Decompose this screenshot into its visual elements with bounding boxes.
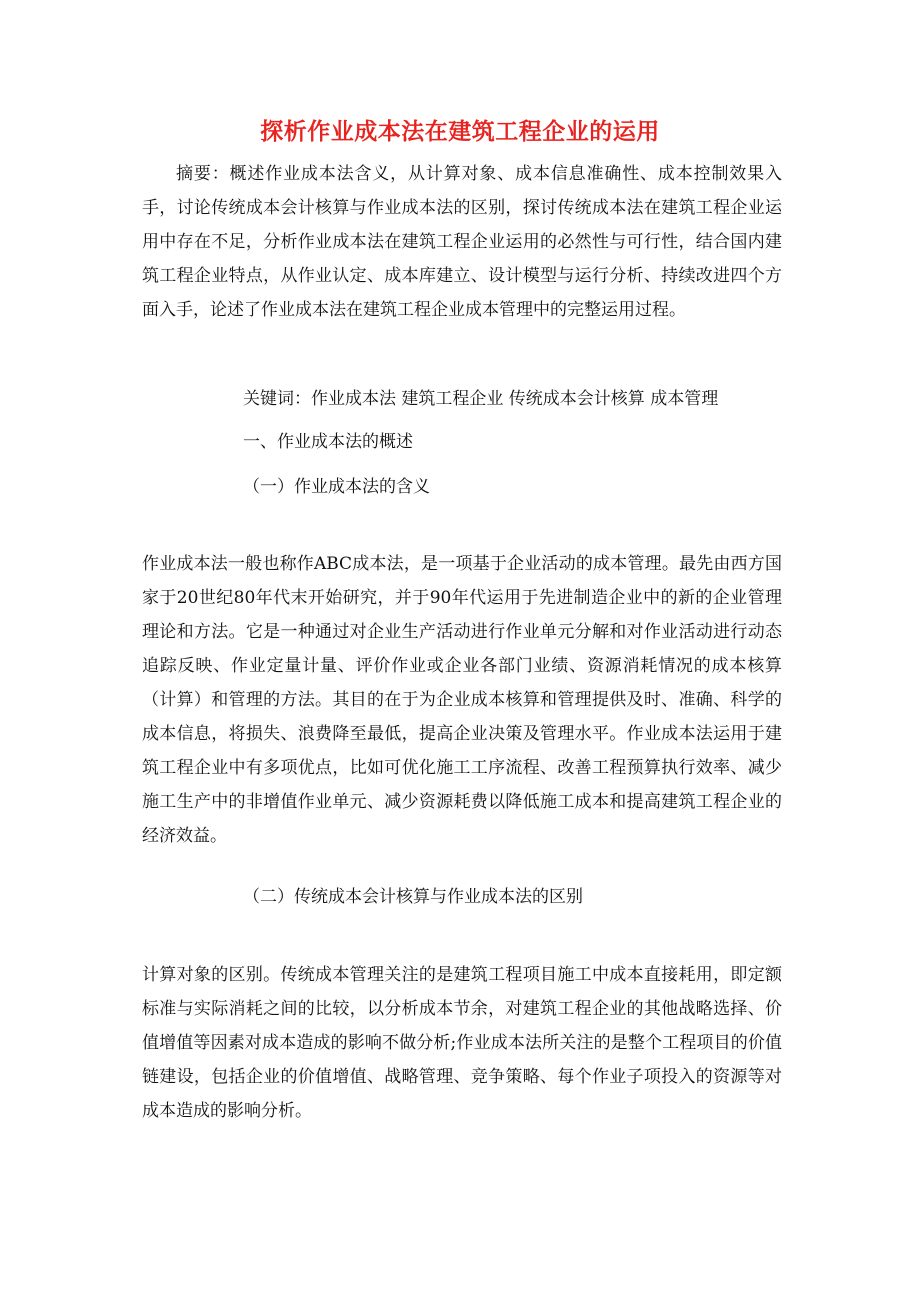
document-title: 探析作业成本法在建筑工程企业的运用	[260, 119, 660, 145]
subsection-heading-1: （一）作业成本法的含义	[243, 477, 430, 497]
abstract-paragraph: 摘要：概述作业成本法含义，从计算对象、成本信息准确性、成本控制效果入手，讨论传统成本会计核算与作业成本法的区别，探讨传统成本法在建筑工程企业运用中存在不足，分析作业成本法在建筑工程企业运用的必然性与可行性，结合国内建筑工程企业特点，从作业认定、成本库建立、设计模型与运行分析、持续改进四个方面入手，论述了作业成本法在建筑工程企业成本管理中的完整运用过程。	[142, 164, 782, 320]
keywords-line: 关键词：作业成本法 建筑工程企业 传统成本会计核算 成本管理	[243, 389, 719, 409]
section-heading-1: 一、作业成本法的概述	[243, 432, 413, 452]
body-paragraph-1: 作业成本法一般也称作ABC成本法，是一项基于企业活动的成本管理。最先由西方国家于20世纪80年代末开始研究，并于90年代运用于先进制造企业中的新的企业管理理论和方法。它是一种通过对企业生产活动进行作业单元分解和对作业活动进行动态追踪反映、作业定量计量、评价作业或企业各部门业绩、资源消耗情况的成本核算（计算）和管理的方法。其目的在于为企业成本核算和管理提供及时、准确、科学的成本信息，将损失、浪费降至最低，提高企业决策及管理水平。作业成本法运用于建筑工程企业中有多项优点，比如可优化施工工序流程、改善工程预算执行效率、减少施工生产中的非增值作业单元、减少资源耗费以降低施工成本和提高建筑工程企业的经济效益。	[142, 554, 782, 846]
body-paragraph-2: 计算对象的区别。传统成本管理关注的是建筑工程项目施工中成本直接耗用，即定额标准与实际消耗之间的比较，以分析成本节余，对建筑工程企业的其他战略选择、价值增值等因素对成本造成的影响不做分析;作业成本法所关注的是整个工程项目的价值链建设，包括企业的价值增值、战略管理、竞争策略、每个作业子项投入的资源等对成本造成的影响分析。	[142, 965, 782, 1121]
subsection-heading-2: （二）传统成本会计核算与作业成本法的区别	[243, 887, 583, 907]
